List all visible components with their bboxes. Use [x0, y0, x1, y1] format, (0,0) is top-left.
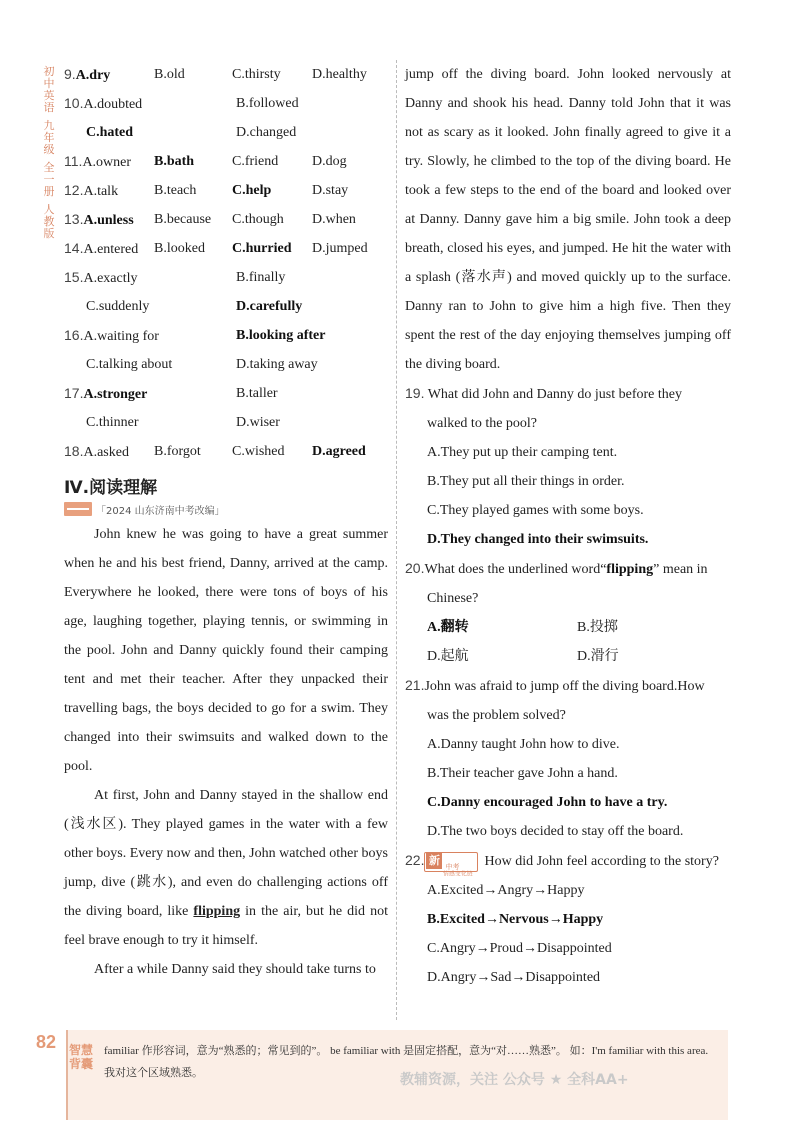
tag-badge-icon: [64, 502, 92, 516]
option-c: C.Angry→Proud→Disappointed: [427, 941, 612, 956]
option-b: B.looked: [154, 240, 205, 256]
answer-row-9: [64, 60, 388, 89]
option-c: C.friend: [232, 153, 279, 169]
option-b: B.Their teacher gave John a hand.: [427, 766, 618, 781]
side-label-edition: 人教版: [43, 203, 55, 240]
question-text-cont: walked to the pool?: [427, 416, 538, 431]
option-b: B.teach: [154, 182, 197, 198]
question-keyword: flipping: [606, 562, 654, 577]
section-title: Ⅳ.阅读理解: [64, 477, 158, 498]
question-text: ” mean in: [653, 562, 708, 577]
right-column: [405, 60, 731, 992]
option-c: C.suddenly: [86, 298, 150, 314]
answer-row-10-cont: [64, 118, 388, 147]
answer-row-15-cont: [64, 292, 388, 321]
option-d: D.jumped: [312, 240, 368, 256]
option-c: C.hurried: [232, 240, 292, 256]
side-label-subject: 初中英语: [43, 65, 55, 114]
question-22: [405, 846, 731, 876]
question-number: 9.: [64, 65, 76, 82]
option-a: A.They put up their camping tent.: [427, 445, 618, 460]
option-d: D.They changed into their swimsuits.: [427, 532, 649, 547]
option-b: B.followed: [236, 95, 299, 111]
passage-paragraph-3: [405, 60, 731, 379]
option-d: D.changed: [236, 124, 297, 140]
options-row: [405, 613, 731, 642]
question-number: 19.: [405, 385, 425, 401]
option-c: C.They played games with some boys.: [427, 503, 644, 518]
option-d: D.healthy: [312, 66, 367, 82]
question-number: 11.: [64, 152, 83, 169]
source-text: 「2024 山东济南中考改编」: [96, 505, 225, 517]
option-d: D.when: [312, 211, 356, 227]
option-c: C.thinner: [86, 414, 139, 430]
passage-paragraph-1: John knew he was going to have a great summer when he and his best friend, Danny, arrived at the camp. Everywhere he looked, there were tons of boys of his age, laughing together, playing tennis, or swimming in the pool. John and Danny quickly found their camping tent and met their teacher. After they unpacked their travelling bags, the boys decided to go for a swim. They changed into their swimsuits and walked down to the pool.: [64, 527, 388, 774]
option-d: D.taking away: [236, 356, 318, 372]
question-number: 15.: [64, 268, 84, 285]
option-b: B.投掷: [577, 620, 618, 635]
watermark: 教辅资源，关注 公众号 ★ 全科AA+: [400, 1072, 629, 1088]
question-number: 17.: [64, 384, 84, 401]
question-number: 20.: [405, 560, 425, 576]
answer-row-16: [64, 321, 388, 350]
side-label-volume: 全一册: [43, 161, 55, 198]
badge-main: 新: [426, 853, 442, 869]
option-a: A.stronger: [83, 386, 148, 402]
answer-row-13: [64, 205, 388, 234]
passage-text: jump off the diving board. John looked nervously at Danny and shook his head. Danny told John that it was not as scary as it looked. John finally agreed to give it a try. Slowly, he climbed to the top of the diving board. He took a few steps to the end of the board and looked over at Danny. Danny gave him a big smile. John took a deep breath, closed his eyes, and jumped. He hit the water with a splash (落水声) and moved quickly up to the surface. Danny ran to John to give him a high five. Then they spent the rest of the day enjoying themselves jumping off the diving board.: [405, 67, 731, 372]
question-number: 18.: [64, 442, 84, 459]
question-text: How did John feel according to the story?: [484, 854, 719, 869]
question-21: [405, 671, 731, 701]
question-number: 13.: [64, 210, 84, 227]
option-c: C.help: [232, 182, 272, 198]
option-a: A.waiting for: [83, 328, 159, 344]
option-a: A.dry: [75, 67, 111, 83]
answer-row-16-cont: [64, 350, 388, 379]
question-number: 16.: [64, 326, 84, 343]
passage-text: At first, John and Danny stayed in the shallow end (浅水区). They played games in the water with a few other boys. Every now and then, John watched other boys jump, dive (跳水), and even do challenging actions off the diving board, like: [64, 788, 388, 919]
question-text-cont: Chinese?: [427, 591, 479, 606]
answer-row-15: [64, 263, 388, 292]
side-label-grade: 九年级: [43, 119, 55, 156]
option-a: A.Excited→Angry→Happy: [427, 883, 585, 898]
answer-row-17: [64, 379, 388, 408]
option-d: D.The two boys decided to stay off the board.: [427, 824, 684, 839]
option-d: D.Angry→Sad→Disappointed: [427, 970, 601, 985]
option-c: C.Danny encouraged John to have a try.: [427, 795, 668, 810]
question-text: What does the underlined word“: [424, 562, 607, 577]
question-number: 21.: [405, 677, 425, 693]
answer-row-17-cont: [64, 408, 388, 437]
option-a: A.talk: [83, 183, 119, 199]
question-number: 12.: [64, 181, 84, 198]
option-b: B.looking after: [236, 327, 326, 343]
new-badge-icon: [424, 852, 478, 878]
question-number: 14.: [64, 239, 84, 256]
brand-label: 智慧背囊: [68, 1043, 93, 1071]
option-d: D.carefully: [236, 298, 303, 314]
passage-text: in the air, but he did not feel brave enough to try it himself.: [64, 904, 388, 948]
option-b: B.because: [154, 211, 212, 227]
option-c: C.talking about: [86, 356, 173, 372]
side-label: [42, 66, 56, 246]
badge-bottom: 情感变化链: [443, 870, 474, 878]
option-d: D.stay: [312, 182, 349, 198]
option-a: A.unless: [83, 212, 134, 228]
option-a: A.exactly: [83, 270, 138, 286]
option-b: B.finally: [236, 269, 286, 285]
option-b: B.Excited→Nervous→Happy: [427, 912, 604, 927]
question-text-cont: was the problem solved?: [427, 708, 566, 723]
question-number: 10.: [64, 94, 84, 111]
passage-paragraph-3-start: [64, 955, 388, 984]
option-c: C.hated: [86, 124, 134, 140]
option-d: D.dog: [312, 153, 347, 169]
page-number: 82: [36, 1032, 57, 1052]
option-c: C.thirsty: [232, 66, 281, 82]
option-b: B.bath: [154, 153, 195, 169]
option-d: D.滑行: [577, 649, 619, 664]
option-b: B.taller: [236, 385, 278, 401]
option-d: D.wiser: [236, 414, 280, 430]
option-c: D.起航: [427, 649, 469, 664]
question-number: 22.: [405, 852, 425, 868]
question-text: John was afraid to jump off the diving board.How: [424, 679, 705, 694]
answer-row-18: [64, 437, 388, 466]
underlined-word: flipping: [193, 904, 241, 919]
option-a: A.owner: [82, 154, 132, 170]
question-19: [405, 379, 731, 409]
badge-top: 中考: [445, 862, 460, 871]
source-line: [64, 498, 388, 520]
question-text: What did John and Danny do just before they: [427, 387, 682, 402]
option-a: A.asked: [83, 444, 129, 460]
option-d: D.agreed: [312, 443, 366, 459]
column-divider: [396, 60, 397, 1020]
answer-row-12: [64, 176, 388, 205]
option-a: A.doubted: [83, 96, 143, 112]
answer-row-11: [64, 147, 388, 176]
option-a: A.entered: [83, 241, 139, 257]
option-c: C.though: [232, 211, 284, 227]
options-row: [405, 642, 731, 671]
answer-row-14: [64, 234, 388, 263]
option-b: B.old: [154, 66, 185, 82]
passage-paragraph-2: [64, 781, 388, 955]
left-column: [64, 60, 388, 984]
answer-row-10: [64, 89, 388, 118]
option-a: A.翻转: [427, 620, 469, 635]
option-b: B.forgot: [154, 443, 201, 459]
option-a: A.Danny taught John how to dive.: [427, 737, 620, 752]
footer-note: familiar 作形容词，意为“熟悉的；常见到的”。 be familiar with 是固定搭配，意为“对……熟悉”。 如：I'm familiar with this area.我对这个区域熟悉。: [104, 1045, 709, 1079]
question-20: [405, 554, 731, 584]
passage-text: After a while Danny said they should take turns to: [94, 962, 376, 977]
option-c: C.wished: [232, 443, 285, 459]
option-b: B.They put all their things in order.: [427, 474, 625, 489]
